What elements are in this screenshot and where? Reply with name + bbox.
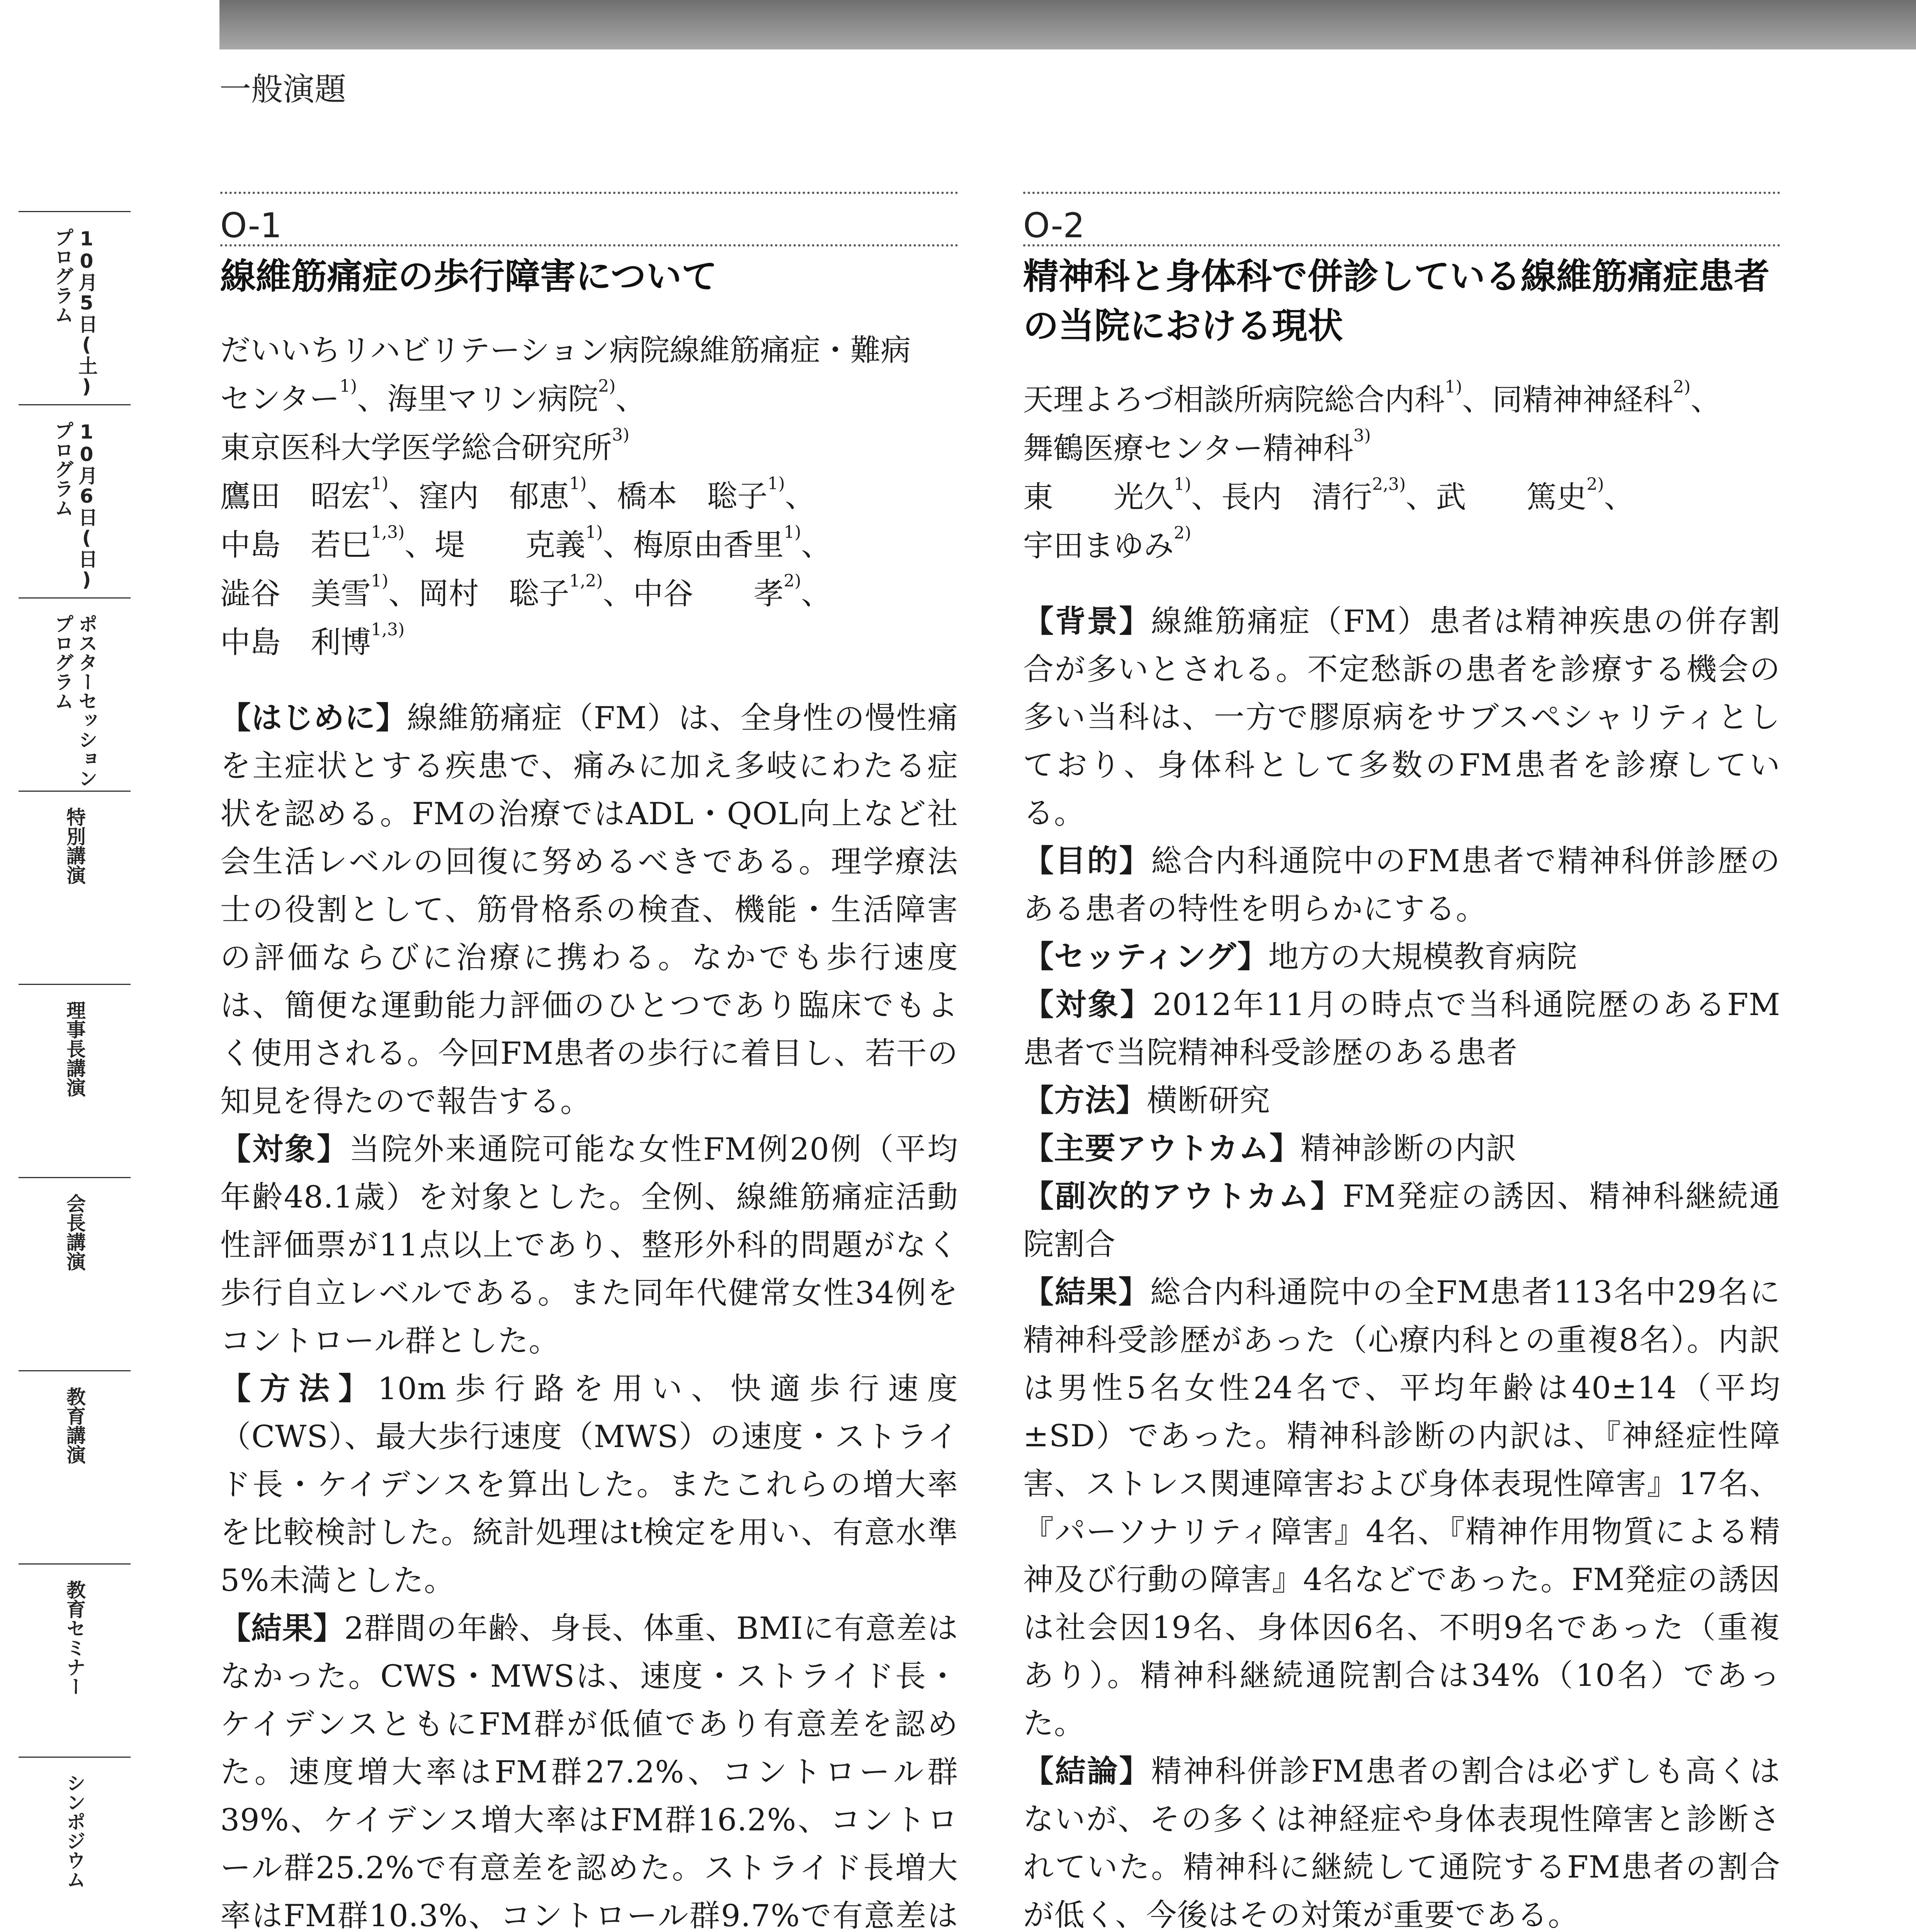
affiliations [1023,376,1780,473]
sidebar-tab [19,1563,131,1758]
abstract-body [1023,597,1780,1932]
sidebar-tab-label: プログラム [51,421,74,517]
section-heading: 【はじめに】 [220,700,407,736]
abstract-section [1023,933,1780,981]
abstract-o2 [1023,192,1780,1932]
affiliations [220,326,958,472]
abstract-section [1023,1124,1780,1172]
sidebar-tab-label: シンポジウム [63,1773,86,1889]
title-line: 精神科と身体科で併診している線維筋痛症患者 [1023,256,1770,297]
section-heading: 【対象】 [220,1131,349,1167]
authors [1023,473,1780,570]
dotted-rule [220,244,958,247]
title-line: 線維筋痛症の歩行障害について [220,256,717,297]
abstract-section [1023,1268,1780,1747]
author-line: 中島 若巳$^{1,3)}$、堤 克義$^{1)}$、梅原由香里$^{1)}$、 [220,522,831,563]
affiliation-line: センター$^{1)}$、海里マリン病院$^{2)}$、 [220,376,646,417]
sidebar-tab [19,1370,131,1565]
section-text: 総合内科通院中の全FM患者113名中29名に精神科受診歴があった（心療内科との重複8名）。内訳は男性5名女性24名で、平均年齢は40±14（平均±SD）であった。精神科診断の内訳は、『神経症性障害、ストレス関連障害および身体表現性障害』17名、『パーソナリティ障害』4名、『精神作用物質による精神及び行動の障害』4名などであった。FM発症の誘因は社会因19名、身体因6名、不明9名であった（重複あり）。精神科継続通院割合は34%（10名）であった。 [1023,1274,1781,1741]
section-text: 線維筋痛症（FM）は、全身性の慢性痛を主症状とする疾患で、痛みに加え多岐にわたる症状を認める。FMの治療ではADL・QOL向上など社会生活レベルの回復に努めるべきである。理学療法士の役割として、筋骨格系の検査、機能・生活障害の評価ならびに治療に携わる。なかでも歩行速度は、簡便な運動能力評価のひとつであり臨床でもよく使用される。今回FM患者の歩行に着目し、若干の知見を得たので報告する。 [220,700,958,1119]
abstract-section [220,694,958,1125]
abstract-body [220,694,958,1932]
abstract-section [1023,597,1780,837]
author-line: 中島 利博$^{1,3)}$ [220,620,405,660]
sidebar-tab [19,597,131,792]
section-heading: 【結果】 [1023,1274,1150,1310]
abstract-section [1023,1077,1780,1124]
author-line: 宇田まゆみ$^{2)}$ [1023,523,1192,563]
section-title: 一般演題 [219,71,347,108]
section-text: 当院外来通院可能な女性FM例20例（平均年齢48.1歳）を対象とした。全例、線維筋痛症活動性評価票が11点以上であり、整形外科的問題がなく歩行自立レベルである。また同年代健常女性34例をコントロール群とした。 [220,1131,959,1359]
section-text: 10m歩行路を用い、快適歩行速度（CWS）、最大歩行速度（MWS）の速度・ストライド長・ケイデンスを算出した。またこれらの増大率を比較検討した。統計処理はt検定を用い、有意水準5%未満とした。 [220,1371,959,1598]
section-heading: 【方法】 [1023,1082,1147,1118]
section-text: 精神科併診FM患者の割合は必ずしも高くはないが、その多くは神経症や身体表現性障害と診断されていた。精神科に継続して通院するFM患者の割合が低く、今後はその対策が重要である。 [1023,1753,1780,1932]
title-line: の当院における現状 [1023,305,1343,347]
sidebar-tab [19,211,131,405]
abstract-section [220,1365,958,1604]
section-heading: 【背景】 [1023,603,1151,639]
section-heading: 【方法】 [220,1371,378,1406]
section-text: 2群間の年齢、身長、体重、BMIに有意差はなかった。CWS・MWSは、速度・ストライド長・ケイデンスともにFM群が低値であり有意差を認めた。速度増大率はFM群27.2%、コントロール群39%、ケイデンス増大率はFM群16.2%、コントロール群25.2%で有意差を認めた。ストライド長増大率はFM群10.3%、コントロール群9.7%で有意差は [220,1611,958,1932]
abstract-id: O-1 [220,206,282,245]
sidebar-tab-label: ポスターセッション [75,614,98,788]
sidebar-tab-label: 特別講演 [63,807,86,884]
abstract-section [220,1125,958,1365]
sidebar-tab-label: プログラム [51,228,74,324]
section-text: 地方の大規模教育病院 [1268,939,1578,975]
section-heading: 【目的】 [1023,843,1151,879]
affiliation-line: だいいちリハビリテーション病院線維筋痛症・難病 [220,333,911,368]
author-line: 鷹田 昭宏$^{1)}$、窪内 郁恵$^{1)}$、橋本 聡子$^{1)}$、 [220,474,815,514]
abstract-title [1023,252,1780,351]
section-text: 線維筋痛症（FM）患者は精神疾患の併存割合が多いとされる。不定愁訴の患者を診療する機会の多い当科は、一方で膠原病をサブスペシャリティとしており、身体科として多数のFM患者を診療している。 [1023,604,1781,831]
section-heading: 【主要アウトカム】 [1023,1130,1301,1166]
abstract-section [1023,837,1780,933]
author-line: 東 光久$^{1)}$、長内 清行$^{2,3)}$、武 篤史$^{2)}$、 [1023,474,1634,515]
affiliation-line: 舞鶴医療センター精神科$^{3)}$ [1023,426,1371,466]
section-text: 横断研究 [1147,1083,1270,1118]
affiliation-line: 東京医科大学医学総合研究所$^{3)}$ [220,425,630,465]
abstract-title [220,252,958,301]
sidebar-tab [19,791,131,985]
abstract-id: O-2 [1023,206,1085,245]
header-band [219,0,1916,49]
sidebar-tab-label: 10月5日(土) [75,228,98,398]
section-heading: 【結果】 [220,1610,345,1646]
sidebar-tab [19,984,131,1178]
sidebar-tab [19,1177,131,1371]
section-heading: 【副次的アウトカム】 [1023,1178,1343,1214]
section-text: 総合内科通院中のFM患者で精神科併診歴のある患者の特性を明らかにする。 [1023,843,1780,927]
section-text: 2012年11月の時点で当科通院歴のあるFM患者で当院精神科受診歴のある患者 [1023,987,1781,1070]
sidebar-tab-label: 教育セミナー [63,1580,86,1696]
sidebar-tab-label: 教育講演 [63,1387,86,1464]
abstract-section [220,1604,958,1932]
section-heading: 【対象】 [1023,986,1153,1022]
affiliation-line: 天理よろづ相談所病院総合内科$^{1)}$、同精神神経科$^{2)}$、 [1023,377,1721,417]
abstract-section [1023,1747,1780,1932]
sidebar-tab-label: 10月6日(日) [75,421,98,591]
abstract-section [1023,981,1780,1077]
abstract-section [1023,1172,1780,1268]
author-line: 澁谷 美雪$^{1)}$、岡村 聡子$^{1,2)}$、中谷 孝$^{2)}$、 [220,571,831,611]
dotted-rule [220,192,958,194]
sidebar-tab-label: 理事長講演 [63,1000,86,1097]
authors [220,472,958,667]
section-text: FM発症の誘因、精神科継続通院割合 [1023,1179,1780,1262]
section-heading: 【セッティング】 [1023,939,1268,975]
sidebar-index [19,211,131,1932]
sidebar-tab [19,1757,131,1932]
section-text: 精神診断の内訳 [1300,1131,1517,1166]
sidebar-tab-label: 会長講演 [63,1194,86,1271]
sidebar-tab [19,404,131,599]
section-heading: 【結論】 [1023,1753,1151,1789]
abstract-o1 [220,192,958,1932]
dotted-rule [1023,192,1780,194]
dotted-rule [1023,244,1780,247]
sidebar-tab-label: プログラム [51,614,74,711]
